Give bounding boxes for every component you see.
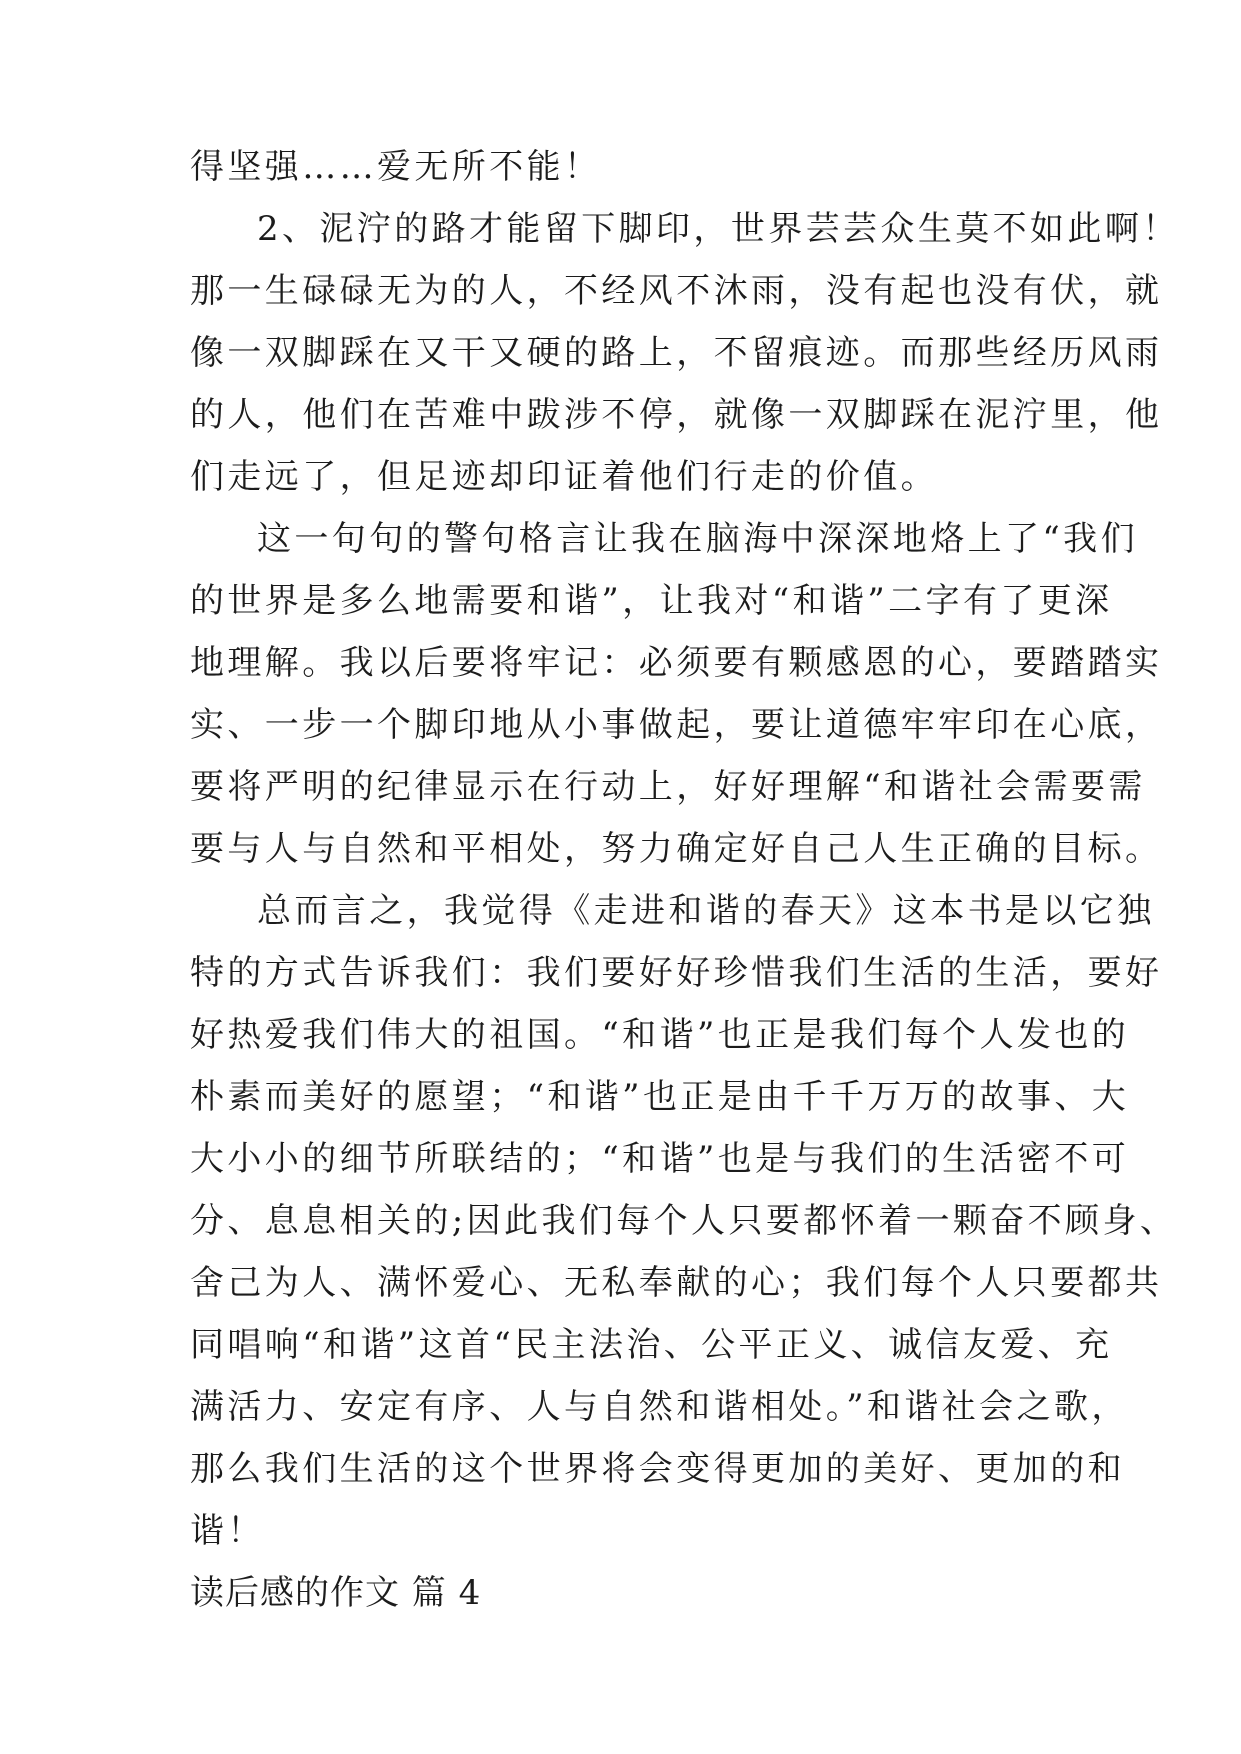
paragraph-line: 这一句句的警句格言让我在脑海中深深地烙上了“我们 bbox=[257, 519, 1138, 559]
paragraph-line: 特的方式告诉我们：我们要好好珍惜我们生活的生活，要好 bbox=[190, 953, 1163, 993]
paragraph-line: 朴素而美好的愿望；“和谐”也正是由千千万万的故事、大 bbox=[190, 1077, 1130, 1117]
paragraph-line: 大小小的细节所联结的；“和谐”也是与我们的生活密不可 bbox=[190, 1139, 1130, 1179]
paragraph-line: 分、息息相关的;因此我们每个人只要都怀着一颗奋不顾身、 bbox=[190, 1201, 1178, 1241]
paragraph-line: 舍己为人、满怀爱心、无私奉献的心；我们每个人只要都共 bbox=[190, 1263, 1163, 1303]
paragraph-line: 地理解。我以后要将牢记：必须要有颗感恩的心，要踏踏实 bbox=[190, 643, 1163, 683]
paragraph-line: 实、一步一个脚印地从小事做起，要让道德牢牢印在心底， bbox=[190, 705, 1163, 745]
paragraph-line: 那么我们生活的这个世界将会变得更加的美好、更加的和 bbox=[190, 1449, 1125, 1489]
paragraph-line: 好热爱我们伟大的祖国。“和谐”也正是我们每个人发也的 bbox=[190, 1015, 1130, 1055]
paragraph-line: 要与人与自然和平相处，努力确定好自己人生正确的目标。 bbox=[190, 829, 1163, 869]
paragraph-line: 得坚强……爱无所不能！ bbox=[190, 147, 602, 187]
section-heading: 读后感的作文 篇 4 bbox=[190, 1573, 482, 1613]
paragraph-line: 2、泥泞的路才能留下脚印，世界芸芸众生莫不如此啊！ bbox=[257, 209, 1180, 249]
paragraph-line: 的世界是多么地需要和谐”，让我对“和谐”二字有了更深 bbox=[190, 581, 1113, 621]
paragraph-line: 那一生碌碌无为的人，不经风不沐雨，没有起也没有伏，就 bbox=[190, 271, 1163, 311]
paragraph-line: 的人，他们在苦难中跋涉不停，就像一双脚踩在泥泞里，他 bbox=[190, 395, 1163, 435]
paragraph-line: 像一双脚踩在又干又硬的路上，不留痕迹。而那些经历风雨 bbox=[190, 333, 1163, 373]
paragraph-line: 谐！ bbox=[190, 1511, 265, 1551]
paragraph-line: 总而言之，我觉得《走进和谐的春天》这本书是以它独 bbox=[257, 891, 1155, 931]
paragraph-line: 同唱响“和谐”这首“民主法治、公平正义、诚信友爱、充 bbox=[190, 1325, 1113, 1365]
paragraph-line: 们走远了，但足迹却印证着他们行走的价值。 bbox=[190, 457, 938, 497]
paragraph-line: 满活力、安定有序、人与自然和谐相处。”和谐社会之歌， bbox=[190, 1387, 1129, 1427]
paragraph-line: 要将严明的纪律显示在行动上，好好理解“和谐社会需要需 bbox=[190, 767, 1146, 807]
